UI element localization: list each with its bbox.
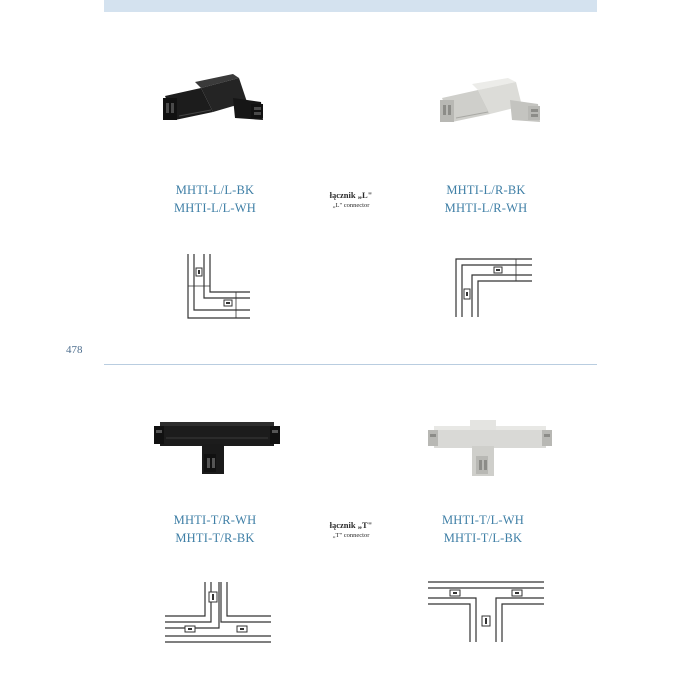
l-left-schematic: [184, 252, 254, 322]
top-color-band: [104, 0, 597, 12]
page-number: 478: [66, 344, 83, 356]
section-divider: [104, 364, 597, 365]
product-code: MHTI-L/R-WH: [444, 201, 528, 215]
caption-polish: łącznik „L": [329, 190, 373, 200]
product-code: MHTI-L/L-WH: [173, 201, 257, 215]
t-left-schematic: [163, 580, 273, 646]
l-right-codes: [416, 181, 556, 217]
t-left-codes: [145, 511, 285, 547]
product-code: MHTI-T/R-BK: [175, 531, 255, 545]
l-connector-caption: [311, 190, 391, 210]
caption-english: „T" connector: [332, 532, 370, 539]
t-right-schematic: [426, 578, 546, 644]
t-right-codes: [413, 511, 553, 547]
caption-english: „L" connector: [332, 202, 370, 209]
white-t-connector-image: [426, 412, 556, 482]
product-code: MHTI-L/R-BK: [446, 183, 526, 197]
white-l-connector-image: [432, 70, 552, 140]
black-t-connector-image: [152, 410, 282, 480]
caption-polish: łącznik „T": [329, 520, 373, 530]
product-code: MHTI-L/L-BK: [175, 183, 255, 197]
black-l-connector-image: [155, 68, 275, 138]
product-code: MHTI-T/L-BK: [443, 531, 523, 545]
l-right-schematic: [454, 255, 534, 319]
t-connector-caption: [311, 520, 391, 540]
product-code: MHTI-T/L-WH: [441, 513, 525, 527]
product-code: MHTI-T/R-WH: [173, 513, 257, 527]
l-left-codes: [145, 181, 285, 217]
